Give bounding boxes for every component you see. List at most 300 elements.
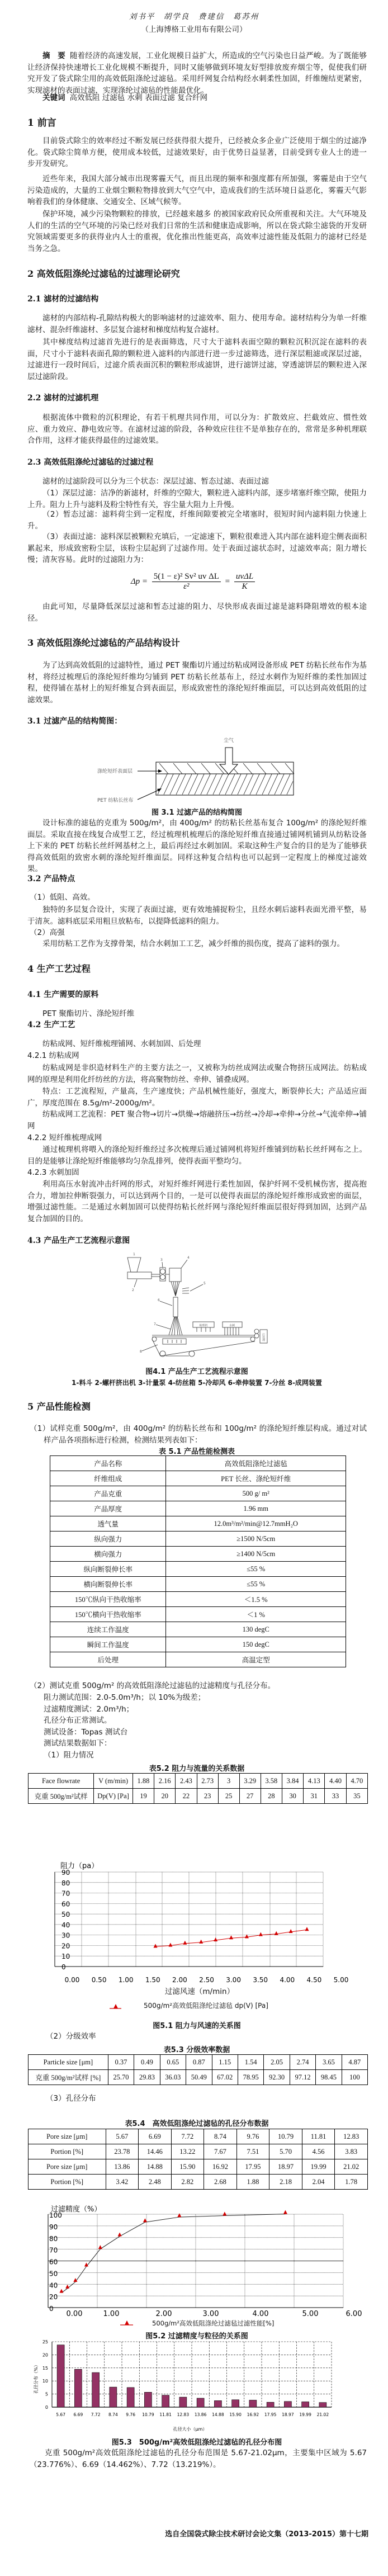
x-tick-label: 19.99 — [299, 2412, 311, 2417]
table-row — [50, 1532, 346, 1547]
x-tick-label: 4.50 — [306, 1976, 322, 1984]
subsection-4-2-1-title: 4.2.1 纺粘成网 — [27, 1051, 79, 1060]
x-tick-label: 5.00 — [302, 2310, 319, 2318]
bar — [92, 2372, 100, 2407]
filaments — [171, 1282, 179, 1296]
table-cell: 8.74 — [204, 2129, 237, 2144]
data-point — [154, 1944, 158, 1948]
section-2-3-title: 2.3 高效低阻涤纶过滤毡的过滤过程 — [27, 458, 154, 467]
table-cell: 2.18 — [269, 2175, 302, 2190]
figure-5-1-resistance-chart — [0, 1856, 388, 1986]
bar — [127, 2388, 134, 2407]
row-header-cell: 透气量 — [50, 1516, 166, 1532]
surface-layer-label: 涤纶短纤表面层 — [97, 769, 133, 774]
paragraph: （1）试样克重 500g/m²，由 400g/m² 的纺粘长丝布和 100g/m² 的涤纶短纤维层构成。通过对试样产品各项指标进行检测，检测结果列表如下： — [30, 1424, 367, 1445]
table-cell: 19.99 — [302, 2159, 335, 2175]
x-tick-label: 2.00 — [172, 1976, 187, 1984]
paragraph: 滤材的过滤阶段可以分为三个状态：深层过滤、暂态过滤、表面过滤 — [42, 477, 269, 486]
y-tick-label: 60 — [49, 2258, 58, 2266]
table-cell: 25 — [218, 1789, 239, 1804]
table-cell: 12.0m³/m²/min@12.7mmH₂O — [166, 1516, 346, 1532]
formula-denominator: ε² — [183, 582, 190, 591]
table-row — [50, 1607, 346, 1622]
row-header-cell: 150℃纵向干热收缩率 — [50, 1592, 166, 1607]
data-point — [183, 1941, 187, 1945]
table-cell: 31 — [304, 1789, 325, 1804]
y-tick-label: 0 — [45, 2405, 48, 2410]
y-tick-label: 60 — [61, 1900, 70, 1908]
table-cell: 4.13 — [304, 1774, 325, 1789]
table-cell: 14.46 — [139, 2144, 172, 2159]
table-5-1-title: 表 5.1 产品性能检测表 — [158, 1448, 235, 1456]
row-header-cell: 纵向强力 — [50, 1532, 166, 1547]
data-point — [168, 1942, 172, 1946]
y-axis-label: 孔径分布（%） — [34, 2362, 39, 2394]
bar — [162, 2395, 169, 2407]
table-row — [50, 1501, 346, 1516]
paragraph: 其中梯度结构过滤首先进行的是表面筛选，尺寸大于滤料表面空隙的颗粒沉积沉淀在滤料的表面，尺寸小于滤料表面孔隙的颗粒进入滤料的内部进行进一步过滤筛选，进行深层粗滤或深层过滤，过滤进行一段时间后，过滤介质表面沉积的颗粒形成滤饼，进行滤饼过滤，穿透滤饼层的颗粒进入深层过滤阶段。 — [27, 338, 367, 381]
table-cell: 23.78 — [106, 2144, 139, 2159]
table-cell: 4.70 — [346, 1774, 367, 1789]
x-tick-label: 17.95 — [264, 2412, 277, 2417]
row-header-cell: 纵向断裂伸长率 — [50, 1562, 166, 1577]
formula-lhs: Δp = — [130, 576, 148, 586]
table-cell: 3.29 — [239, 1774, 261, 1789]
table-cell: 27 — [239, 1789, 261, 1804]
post-treatment-label: 后处理 — [262, 1333, 265, 1341]
table-row — [50, 1516, 346, 1532]
y-tick-label: 15 — [42, 2365, 48, 2371]
section-4-title: 4 生产工艺过程 — [27, 963, 91, 974]
table-cell: 1.78 — [335, 2175, 368, 2190]
base-layer-hatching — [158, 774, 293, 795]
y-tick-label: 5 — [45, 2391, 48, 2397]
row-header-cell: 瞬间工作温度 — [50, 1637, 166, 1652]
table-cell: 35 — [346, 1789, 367, 1804]
x-tick-label: 13.86 — [194, 2412, 207, 2417]
bar — [197, 2398, 204, 2407]
section-2-1-title: 2.1 滤材的过滤结构 — [27, 295, 99, 304]
y-axis-label: 阻力（pa） — [60, 1862, 99, 1870]
section-2-title: 2 高效低阻涤纶过滤毡的过滤理论研究 — [27, 268, 180, 279]
x-tick-label: 0.50 — [91, 1976, 107, 1984]
table-cell: 2.05 — [264, 2055, 290, 2070]
bar — [319, 2403, 327, 2407]
label-4: 4 — [187, 1256, 190, 1260]
carding-label: 梳理机 — [199, 1324, 208, 1327]
row-header-cell: 产品克重 — [50, 1486, 166, 1501]
table-cell: 1.15 — [212, 2055, 238, 2070]
table-cell: 3 — [218, 1774, 239, 1789]
y-tick-label: 50 — [49, 2270, 58, 2278]
table-cell: 1.88 — [236, 2175, 269, 2190]
table-row — [29, 2159, 368, 2175]
table-cell: 13.86 — [106, 2159, 139, 2175]
figure-5-2-caption: 图5.2 过滤精度与粒径的关系图 — [145, 2332, 248, 2341]
x-tick-label: 16.92 — [247, 2412, 259, 2417]
drawing-device — [173, 1297, 178, 1317]
table-cell: 20 — [154, 1789, 176, 1804]
paragraph: （2）暂态过滤：滤料荷尘到一定程度，纤维间隙要被完全堵塞时，很短时间内滤料阻力快速上升。 — [27, 510, 367, 531]
x-tick-label: 1.00 — [118, 1976, 134, 1984]
figure-5-3-caption: 图5.3 500g/m²高效低阻涤纶过滤毡的孔径分布图 — [111, 2438, 282, 2447]
table-row — [29, 2055, 368, 2070]
table-cell: 0.87 — [186, 2055, 212, 2070]
x-tick-label: 12.83 — [177, 2412, 190, 2417]
label-8: 8 — [140, 1350, 142, 1354]
row-header-cell: 纤维组成 — [50, 1471, 166, 1486]
data-point — [177, 2213, 181, 2217]
table-cell: 30 — [282, 1789, 303, 1804]
table-cell: 2.82 — [171, 2175, 204, 2190]
table-row — [50, 1547, 346, 1562]
table-cell: 22 — [176, 1789, 197, 1804]
table-cell: 150 degC — [166, 1637, 346, 1652]
table-cell: 16.92 — [204, 2159, 237, 2175]
row-header-cell: 后处理 — [50, 1652, 166, 1667]
table-cell: 19 — [133, 1789, 154, 1804]
table-row — [50, 1622, 346, 1637]
table-cell: 21.02 — [335, 2159, 368, 2175]
bar — [267, 2402, 274, 2407]
table-cell: 25.70 — [108, 2070, 134, 2085]
x-tick-label: 11.81 — [159, 2412, 172, 2417]
section-1-title: 1 前言 — [27, 117, 56, 129]
formula-numerator: 5(1 − ε)² Sv² uv ΔL — [152, 572, 221, 582]
y-tick-label: 20 — [49, 2293, 58, 2301]
x-tick-label: 0.00 — [64, 1976, 80, 1984]
chart-2-legend — [0, 2318, 388, 2329]
y-axis-label: 过滤精度（%） — [51, 2205, 102, 2214]
section-5-title: 5 产品性能检测 — [27, 1401, 91, 1412]
x-tick-label: 6.00 — [346, 2310, 362, 2318]
legend-label: 500g/m²高效低阻涤纶过滤毡过滤性能[%] — [152, 2319, 275, 2327]
paragraph: 采用纺粘工艺作为支撑骨架，结合水刺加工工艺，减少纤维的损伤度，提高了滤料的强力。 — [42, 939, 344, 948]
suction-box — [163, 1339, 186, 1344]
row-header-cell: Portion [%] — [29, 2175, 106, 2190]
row-header-cell: Pore size [μm] — [29, 2159, 106, 2175]
table-cell: 4.56 — [302, 2144, 335, 2159]
paragraph: 由此可知，尽量降低深层过滤和暂态过滤的阻力、尽快形成表面过滤是滤料降阻增效的根本途径。 — [27, 602, 367, 623]
formula-denominator: K — [242, 582, 248, 591]
table-cell: 0.65 — [160, 2055, 186, 2070]
table-cell: 15.90 — [171, 2159, 204, 2175]
test-line: 阻力测试范围：2.0-5.0m³/h；以 10%为级差； — [44, 1693, 206, 1702]
dust-air-label: 尘气 — [223, 738, 234, 744]
legend-label: 500g/m²高效低阻涤纶过滤毡 dp(V) [Pa] — [144, 2002, 268, 2010]
row-header-cell: Portion [%] — [29, 2144, 106, 2159]
table-cell: 92.30 — [264, 2070, 290, 2085]
figure-4-1-legend: 1-料斗 2-螺杆挤出机 3-计量泵 4-纺丝箱 5-冷却风 6-牵伸装置 7-分丝 8-成网装置 — [72, 1379, 322, 1387]
table-cell: 4.40 — [325, 1774, 346, 1789]
table-cell: 11.81 — [302, 2129, 335, 2144]
section-3-1-title: 3.1 过滤产品的结构简图： — [27, 717, 122, 726]
table-cell: 1.54 — [238, 2055, 263, 2070]
table-cell: 97.12 — [290, 2070, 315, 2085]
x-tick-label: 2.50 — [199, 1976, 214, 1984]
y-tick-label: 30 — [61, 1931, 70, 1940]
table-cell: ≤55 % — [166, 1577, 346, 1592]
row-header-cell: 150℃横向干热收缩率 — [50, 1607, 166, 1622]
table-cell: 500 g/ m² — [166, 1486, 346, 1501]
section-2-2-title: 2.2 滤材的过滤机理 — [27, 394, 99, 403]
table-5-4-pore-size — [28, 2129, 368, 2190]
bar — [249, 2400, 257, 2407]
paragraph: 滤材的内部结构-孔隙结构极大的影响滤材的过滤效率、阻力、使用寿命。滤材结构分为单一纤维滤材、混杂纤维滤材、多层复合滤材和梯度结构复合滤材。 — [27, 314, 367, 334]
bar — [232, 2400, 239, 2407]
x-axis-label: 孔径大小（μm） — [173, 2427, 207, 2432]
y-tick-label: 70 — [49, 2246, 58, 2254]
test-line: 孔径分布正常测试。 — [44, 1716, 112, 1726]
label-5: 5 — [204, 1282, 206, 1285]
paragraph: 保护环境，减少污染物颗粒的排放，已经越来越多 的被国家政府民众所重视和关注。大气环境及人们的生活的空气环境的污染已经对我们日常的生活和健康造成影响，所以在袋式除尘滤袋的开发研究领域需要更多的获得业内人士的重视，优化推出性能更高，高效率过滤性能及低阻力的滤材已经是当务之急。 — [27, 210, 367, 253]
x-tick-label: 6.69 — [73, 2412, 83, 2417]
table-cell: 36.03 — [160, 2070, 186, 2085]
x-tick-label: 15.90 — [229, 2412, 242, 2417]
bar — [74, 2369, 82, 2407]
table-cell: 5.70 — [269, 2144, 302, 2159]
row-header-cell: 产品厚度 — [50, 1501, 166, 1516]
triangle-marker-icon — [113, 2004, 118, 2008]
section-4-1-title: 4.1 生产需要的原料 — [27, 990, 99, 999]
table-cell: 29.83 — [134, 2070, 160, 2085]
table-cell: 4.87 — [342, 2055, 367, 2070]
arrowhead-icon — [158, 769, 162, 773]
x-tick-label: 14.88 — [212, 2412, 224, 2417]
table-cell: 5.67 — [106, 2129, 139, 2144]
table-cell: 10.79 — [269, 2129, 302, 2144]
table-cell: 7.51 — [236, 2144, 269, 2159]
formula-fraction-1 — [152, 572, 221, 592]
y-tick-label: 90 — [49, 2223, 58, 2231]
x-tick-label: 1.50 — [145, 1976, 160, 1984]
data-point — [259, 1932, 263, 1936]
x-tick-label: 3.50 — [253, 1976, 268, 1984]
x-tick-label: 3.00 — [202, 2310, 219, 2318]
feature-item: （2）高强 — [30, 928, 65, 937]
table-cell: 14.88 — [139, 2159, 172, 2175]
table-cell: 2.68 — [204, 2175, 237, 2190]
test-line: 测试结果数据如下： — [44, 1739, 112, 1748]
x-tick-label: 4.00 — [280, 1976, 295, 1984]
table-cell: 2.74 — [290, 2055, 315, 2070]
x-tick-label: 1.00 — [103, 2310, 120, 2318]
test-line: 测试设备：Topas 测试台 — [44, 1727, 128, 1737]
subheading: （3）孔径分布 — [46, 2094, 96, 2103]
bar — [110, 2387, 117, 2407]
keywords — [27, 92, 367, 104]
table-cell: 2.43 — [176, 1774, 197, 1789]
paragraph: （2）测试克重 500g/m² 的高效低阻涤纶过滤毡的过滤精度与孔径分布。 — [30, 1681, 276, 1690]
table-5-1-product-performance — [50, 1455, 346, 1667]
table-row — [50, 1471, 346, 1486]
paragraph: 纺粘成网是非织造材料生产的主要方法之一，又被称为纺丝成网法或聚合物挤压成网法。纺粘成网的原理是利用化纤纺丝的方法，将高聚物纺丝、牵伸、铺叠成网。 — [27, 1064, 367, 1084]
table-row — [29, 2144, 368, 2159]
source-note: 选自全国袋式除尘技术研讨会论文集（2013-2015）第十七期 — [165, 2530, 368, 2539]
y-tick-label: 10 — [61, 1953, 70, 1961]
y-tick-label: 40 — [61, 1921, 70, 1929]
label-3: 3 — [160, 1258, 163, 1262]
pressure-drop-formula — [0, 572, 388, 592]
subheading: （2）分级效率 — [46, 2032, 96, 2041]
paragraph: 近些年来，我国大部分城市出现雾霾天气，而且出现的频率和强度都有所加强，雾霾是由于空气污染造成的，大量的工业烟尘颗粒物排放到大气空气中，造成我们的生活环境日益恶化，雾霾天气影响着我们的身体健康、交通安全、区域气候等。 — [27, 174, 367, 207]
section-4-2-title: 4.2 生产工艺 — [27, 1020, 75, 1029]
x-tick-label: 18.97 — [282, 2412, 294, 2417]
table-cell: 3.58 — [261, 1774, 282, 1789]
table-cell: 98.45 — [316, 2070, 342, 2085]
formula-numerator: uvΔL — [234, 572, 255, 582]
row-header-cell: 克重 500g/m²试样 — [29, 1789, 94, 1804]
table-cell: PET 长丝、涤纶短纤维 — [166, 1471, 346, 1486]
data-point — [289, 1929, 293, 1933]
y-tick-label: 20 — [61, 1942, 70, 1950]
bar — [302, 2402, 309, 2407]
x-tick-label: 3.00 — [226, 1976, 241, 1984]
table-cell: 23 — [197, 1789, 218, 1804]
base-layer-label: PET 纺粘长丝布 — [97, 798, 134, 803]
table-cell: 28 — [261, 1789, 282, 1804]
table-cell: ＜1.5 % — [166, 1592, 346, 1607]
bar — [179, 2397, 187, 2407]
y-tick-label: 100 — [49, 2211, 62, 2219]
section-4-3-title: 4.3 产品生产工艺流程示意图 — [27, 1236, 130, 1245]
row-header-cell: 克重 500g/m²试样 [%] — [29, 2070, 108, 2085]
paragraph: 目前袋式除尘的效率经过不断发展已经获得很大提升，已经被众多企业广泛使用于烟尘的过滤净化。袋式除尘简单方便，使用成本较低，过滤效果好，由于优势日益显著，目前受到专业人士的进一步开发研究。 — [27, 136, 367, 169]
abstract-label: 摘 要 — [42, 51, 65, 60]
table-cell: 2.73 — [197, 1774, 218, 1789]
table-cell: ≤55 % — [166, 1562, 346, 1577]
table-cell: 13.22 — [171, 2144, 204, 2159]
keywords-text: 高效低阻 过滤毡 水刺 表面过滤 复合纤网 — [69, 93, 208, 102]
x-tick-label: 5.00 — [333, 1976, 349, 1984]
table-5-2-resistance-flow — [28, 1773, 368, 1804]
y-tick-label: 20 — [42, 2352, 48, 2358]
row-header-cell: 产品名称 — [50, 1456, 166, 1471]
figure-5-1-caption: 图5.1 阻力与风速的关系图 — [153, 2022, 241, 2030]
label-2: 2 — [132, 1288, 134, 1292]
y-tick-label: 0 — [61, 1963, 66, 1971]
table-row — [29, 2129, 368, 2144]
data-point — [229, 1935, 233, 1939]
table-cell: 0.49 — [134, 2055, 160, 2070]
figure-5-2-efficiency-chart — [0, 2197, 388, 2320]
y-tick-label: 90 — [61, 1869, 70, 1877]
table-cell: 7.72 — [171, 2129, 204, 2144]
feature-item: （1）低阻、高效。 — [30, 893, 95, 902]
y-tick-label: 70 — [61, 1889, 70, 1898]
triangle-marker-icon — [125, 2320, 129, 2325]
table-row — [50, 1456, 346, 1471]
paragraph: 根据流体中微粒的沉积理论，有若干机理共同作用，可以分为：扩散效应、拦截效应、惯性效应、重力效应、静电效应等。在滤材过滤的阶段，各种效应往往不是单独存在的，常常是多种机理联合作用，这样才能获得最佳的过滤效果。 — [27, 413, 367, 446]
table-cell: 1.88 — [133, 1774, 154, 1789]
figure-4-1-caption: 图4.1 产品生产工艺流程示意图 — [145, 1368, 248, 1376]
pointer-arrow — [138, 790, 160, 800]
hopper — [127, 1258, 141, 1272]
paragraph: 利用高压水射流冲击纤网的形式，对短纤维纤网进行柔性加固，保护纤网不受机械伤害，提高抱合力，增加拉伸断裂强力，可以达到两个目的，一是可以使得表面层的涤纶短纤维形成致密的面层，增强过滤性能。二是通过水刺加固可以使得纺粘长丝纤网与涤纶短纤维面层很好得到加固，达到产品复合加固的目的。 — [27, 1180, 367, 1223]
table-row — [50, 1637, 346, 1652]
bar — [144, 2392, 152, 2407]
table-cell: 33 — [325, 1789, 346, 1804]
table-5-3-fractional-efficiency — [28, 2054, 368, 2085]
figure-5-3-pore-distribution-chart — [0, 2337, 388, 2435]
label-1: 1 — [133, 1252, 135, 1256]
table-cell: 100 — [342, 2070, 367, 2085]
data-point — [98, 2245, 102, 2249]
abstract-text: 随着经济的高速发展，工业化规模日益扩大，所造成的空气污染也日益严峻。为了既能够让经济保持快速增长工业化规模不断提升，同时又能够做到环境友好型排放废弃烟尘等，促使我们研究开发了袋式除尘用的高效低阻涤纶过滤毡。采用纤网复合结构经水刺柔性加固，纤维缠结更紧密，实现滤材的表面过滤，实现涤纶过滤毡的性能最优化。 — [27, 51, 367, 95]
paragraph: 独特的多层复合设计，实现了表面过滤，更有效地捕捉粉尘，且经水刺后滤料表面光滑平整，易于清灰。滤料底层采用粗旦放粘布，以提降低滤料的阻力。 — [27, 905, 367, 926]
table-cell: 6.69 — [139, 2129, 172, 2144]
section-3-2-title: 3.2 产品特点 — [27, 875, 75, 883]
paragraph: 特点：工艺流程短，产量高，生产速度快；产品机械性能好，强度大，断裂伸长大；产品适应面广，厚度范围在 8.5g/m²-2000g/m²。 — [27, 1087, 367, 1108]
paragraph: （1）深层过滤：洁净的新滤材，纤维的空隙大，颗粒进入滤料内部，逐步堵塞纤维空隙，使阻力上升。阻力上升与滤料及粉尘特性有关，容尘量大阻力上升慢。 — [27, 489, 367, 509]
table-cell: Dp(V) [Pa] — [94, 1789, 133, 1804]
table-cell: 18.97 — [269, 2159, 302, 2175]
table-cell: 12.83 — [335, 2129, 368, 2144]
data-point — [305, 1927, 309, 1931]
x-tick-label: 0.00 — [66, 2310, 83, 2318]
x-tick-label: 10.79 — [142, 2412, 154, 2417]
table-5-4-title: 表5.4 高效低阻涤纶过滤毡的孔径分布数据 — [125, 2120, 269, 2128]
paragraph: （3）表面过滤：滤料深层被颗粒充填后，一定滤速下，颗粒很难进入其内部在滤料迎尘侧表面积累起来，形成致密粉尘层，该粉尘层起到了过滤作用。处于表面过滤状态时，过滤效率高；阻力增长慢；清灰容易。此时的过滤阻力为： — [27, 532, 367, 565]
table-cell: V (m/min) — [94, 1774, 133, 1789]
table-row — [29, 2070, 368, 2085]
table-row — [50, 1592, 346, 1607]
authors: 刘书平 胡学良 费建信 葛苏州 — [129, 12, 259, 21]
row-header-cell: Particle size [μm] — [29, 2055, 108, 2070]
table-cell: 9.76 — [236, 2129, 269, 2144]
y-tick-label: 25 — [42, 2339, 48, 2345]
table-cell: 3.42 — [106, 2175, 139, 2190]
table-cell: 17.95 — [236, 2159, 269, 2175]
chart-1-xlabel: 过滤风速（m/min） — [164, 1987, 235, 1996]
paragraph: 为了达到高效低阻的过滤特性，通过 PET 聚酯切片通过纺粘成网设备形成 PET 纺粘长丝布作为基材，将经过梳理后的涤纶短纤维均匀铺到 PET 纺粘长丝基布上，经过水刺作为短纤维的柔性加固过程，使得铺在基材上的短纤维复合到表面层，形成致密性的涤纶短纤维面层，可以达到高效低阻的过滤效果。 — [27, 661, 367, 705]
abstract — [27, 50, 367, 96]
figure-4-1-process-diagram — [0, 1250, 388, 1362]
x-tick-label: 9.76 — [126, 2412, 135, 2417]
x-tick-label: 2.00 — [155, 2310, 172, 2318]
table-cell: 2.48 — [139, 2175, 172, 2190]
subsection-4-2-3-title: 4.2.3 水刺加固 — [27, 1168, 79, 1177]
affiliation: （上海博格工业用布有限公司） — [141, 25, 247, 34]
screw-extruder — [127, 1272, 152, 1279]
label-7: 7 — [154, 1322, 156, 1326]
figure-3-1-caption: 图 3.1 过滤产品的结构简图 — [151, 809, 243, 817]
table-cell: ＜1 % — [166, 1607, 346, 1622]
x-tick-label: 5.67 — [56, 2412, 65, 2417]
y-tick-label: 10 — [42, 2379, 48, 2384]
row-header-cell: 横向强力 — [50, 1547, 166, 1562]
y-tick-label: 40 — [49, 2281, 58, 2290]
table-row — [50, 1562, 346, 1577]
spin-box — [169, 1268, 181, 1282]
table-row — [29, 1789, 368, 1804]
bar — [57, 2345, 64, 2407]
table-cell: 50.49 — [186, 2070, 212, 2085]
table-cell: 高效低阻涤纶过滤毡 — [166, 1456, 346, 1471]
paragraph: PET 聚酯切片、涤纶短纤维 — [42, 1009, 135, 1018]
data-point — [283, 2210, 287, 2214]
table-5-2-title: 表5.2 阻力与流量的关系数据 — [149, 1765, 245, 1773]
cooling-air-arrows — [182, 1288, 189, 1293]
table-cell: 3.84 — [282, 1774, 303, 1789]
data-point — [59, 2289, 63, 2293]
row-header-cell: Pore size [μm] — [29, 2129, 106, 2144]
bar — [214, 2400, 221, 2407]
paragraph: 纺粘成网、短纤维梳理铺网、水刺加固、后处理 — [42, 1039, 201, 1048]
table-5-3-title: 表5.3 分级效率数据 — [163, 2046, 230, 2054]
formula-fraction-2 — [234, 572, 255, 592]
table-cell: 130 degC — [166, 1622, 346, 1637]
